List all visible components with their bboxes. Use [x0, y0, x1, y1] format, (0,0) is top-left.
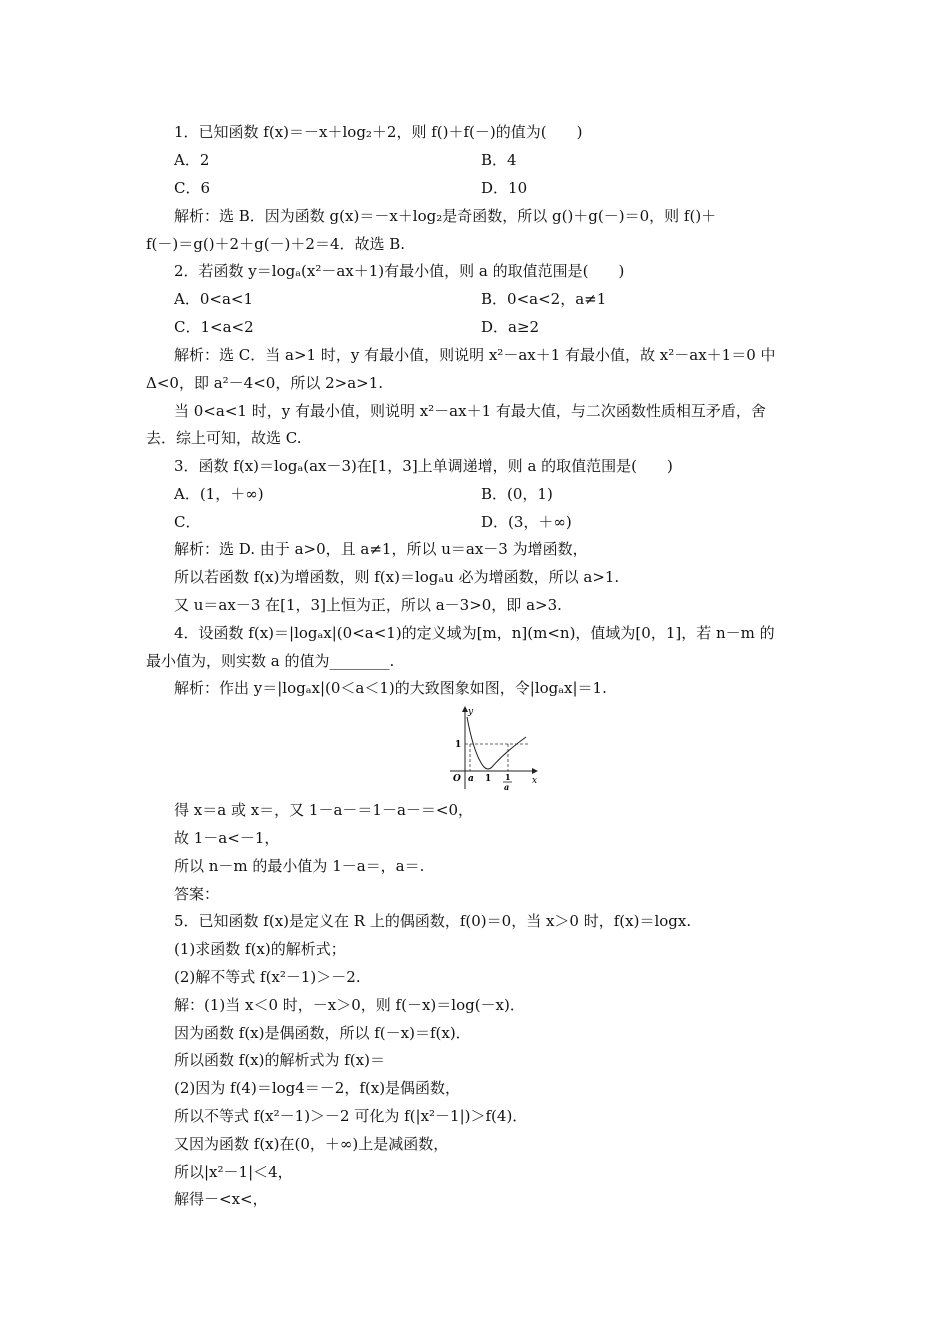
q4-analysis: 解析：作出 y＝|logₐx|(0＜a＜1)的大致图象如图，令|logₐx|＝1. [174, 679, 607, 697]
q5-line: 所以不等式 f(x²－1)＞－2 可化为 f(|x²－1|)＞f(4)． [174, 1107, 528, 1125]
q5-line: 解：(1)当 x＜0 时，－x＞0，则 f(－x)＝log(－x)． [174, 996, 525, 1014]
q4-answer-label: 答案： [174, 885, 220, 903]
q3-option-c: C． [174, 513, 201, 531]
q3-analysis-line: 又 u＝ax－3 在[1，3]上恒为正，所以 a－3>0，即 a>3. [174, 596, 562, 614]
q2-option-b: B．0<a<2，a≠1 [481, 290, 607, 308]
q2-analysis-line: Δ<0，即 a²－4<0，所以 2>a>1. [146, 374, 384, 392]
q5-line: (1)求函数 f(x)的解析式； [174, 940, 346, 958]
q1-option-c: C．6 [174, 179, 211, 197]
q3-option-b: B．(0，1) [481, 485, 553, 503]
q3-option-a: A．(1，＋∞) [174, 485, 264, 503]
x-tick-1: 1 [485, 774, 492, 784]
q2-option-d: D．a≥2 [481, 318, 540, 336]
q1-option-d: D．10 [481, 179, 528, 197]
graph-curve [467, 717, 526, 769]
q5-line: 所以函数 f(x)的解析式为 f(x)＝ [174, 1051, 385, 1069]
q1-analysis-line: f(－)＝g()＋2＋g(－)＋2＝4．故选 B. [146, 235, 406, 253]
q5-line: (2)解不等式 f(x²－1)＞－2. [174, 968, 361, 986]
q5-line: 解得－<x<， [174, 1190, 268, 1208]
q1-option-a: A．2 [174, 151, 210, 169]
q2-stem: 2．若函数 y＝logₐ(x²－ax＋1)有最小值，则 a 的取值范围是( ) [174, 262, 625, 280]
y-tick-1: 1 [455, 740, 462, 750]
q5-line: 所以|x²－1|＜4， [174, 1163, 293, 1181]
origin-label: O [453, 774, 461, 784]
q4-stem-line: 最小值为，则实数 a 的值为________. [146, 652, 395, 670]
q1-analysis-line: 解析：选 B．因为函数 g(x)＝－x＋log₂是奇函数，所以 g()＋g(－)＝0，则 f()＋ [174, 207, 717, 225]
x-tick-1-over-a-numerator: 1 [505, 772, 511, 782]
x-tick-1-over-a-denominator: a [504, 782, 510, 791]
q3-option-d: D．(3，＋∞) [481, 513, 572, 531]
q3-stem: 3．函数 f(x)＝logₐ(ax－3)在[1，3]上单调递增，则 a 的取值范围是( ) [174, 457, 673, 475]
q4-stem-line: 4．设函数 f(x)＝|logₐx|(0<a<1)的定义域为[m，n](m<n)，值域为[0，1]，若 n－m 的 [174, 624, 775, 642]
q4-after-line: 得 x＝a 或 x＝，又 1－a－＝1－a－＝<0， [174, 801, 474, 819]
q5-line: (2)因为 f(4)＝log4＝－2，f(x)是偶函数， [174, 1079, 461, 1097]
q2-analysis-line: 当 0<a<1 时，y 有最小值，则说明 x²－ax＋1 有最大值，与二次函数性质相互矛盾，舍 [174, 402, 766, 420]
q5-line: 又因为函数 f(x)在(0，＋∞)上是减函数， [174, 1135, 449, 1153]
q3-analysis-line: 解析：选 D. 由于 a>0，且 a≠1，所以 u＝ax－3 为增函数， [174, 540, 588, 558]
q2-analysis-line: 去．综上可知，故选 C. [146, 429, 302, 447]
y-axis-label: y [468, 707, 474, 717]
x-axis-arrow [532, 768, 538, 774]
q2-option-a: A．0<a<1 [174, 290, 253, 308]
log-abs-graph [448, 705, 538, 791]
q2-option-c: C．1<a<2 [174, 318, 254, 336]
q3-analysis-line: 所以若函数 f(x)为增函数，则 f(x)＝logₐu 必为增函数，所以 a>1. [174, 568, 620, 586]
q1-option-b: B．4 [481, 151, 517, 169]
x-tick-a: a [468, 774, 474, 784]
q4-after-line: 所以 n－m 的最小值为 1－a＝，a＝. [174, 857, 425, 875]
q5-line: 5．已知函数 f(x)是定义在 R 上的偶函数，f(0)＝0，当 x＞0 时，f(x)＝logx. [174, 912, 692, 930]
q1-stem: 1．已知函数 f(x)＝－x＋log₂＋2，则 f()＋f(－)的值为( ) [174, 123, 583, 141]
q4-after-line: 故 1－a<－1， [174, 829, 280, 847]
x-axis-label: x [532, 776, 538, 786]
q5-line: 因为函数 f(x)是偶函数，所以 f(－x)＝f(x)． [174, 1024, 471, 1042]
q2-analysis-line: 解析：选 C．当 a>1 时，y 有最小值，则说明 x²－ax＋1 有最小值，故 x²－ax＋1＝0 中 [174, 346, 776, 364]
